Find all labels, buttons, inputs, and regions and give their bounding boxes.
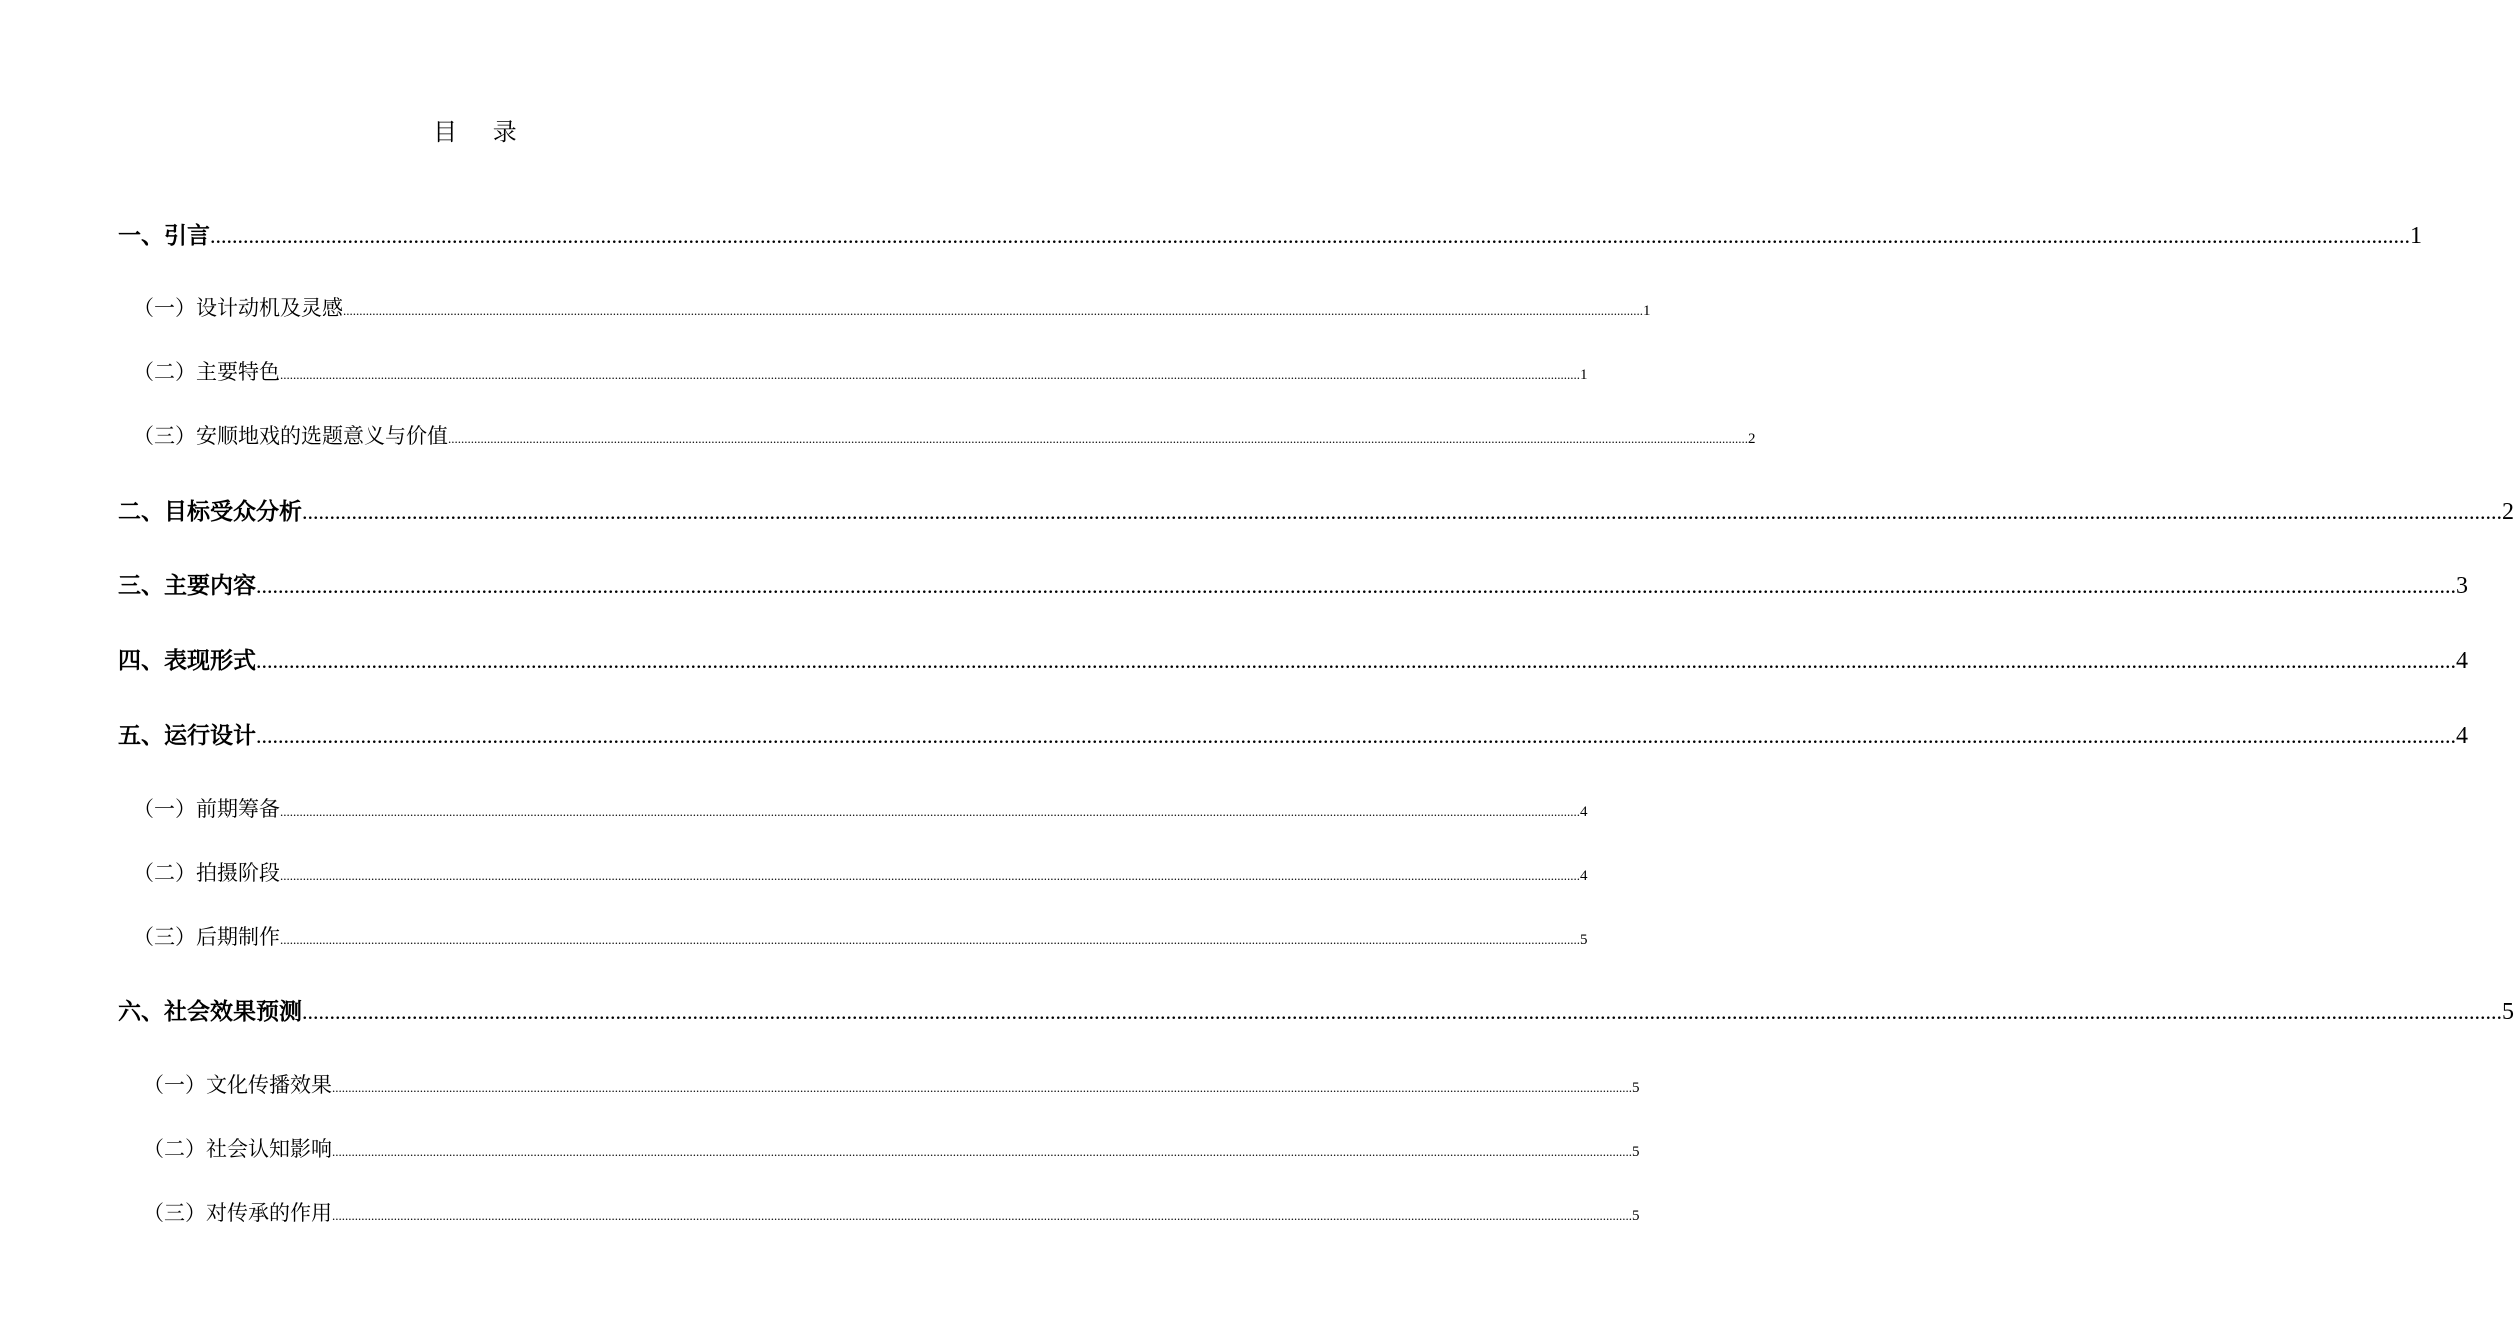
toc-leader-dots: ................................................................................................................................................................................................................................................................................................................................................................................................................ [332,1144,1632,1159]
toc-page-number: 4 [2456,723,2468,749]
toc-entry-section-6[interactable] [118,993,2514,1027]
toc-page-number: 2 [2502,499,2514,525]
toc-entry-label: （二）拍摄阶段 [133,861,280,885]
toc-entry-label: 六、社会效果预测 [118,999,302,1025]
toc-leader-dots: ................................................................................................................................................................................................................................................................................................................................................................................................................ [256,723,2456,748]
toc-entry-label: （一）前期筹备 [133,797,280,821]
toc-entry-label: 四、表现形式 [118,648,256,674]
toc-page-number: 5 [1632,1144,1640,1160]
toc-entry-section-2[interactable] [118,493,2514,527]
toc-leader-dots: ................................................................................................................................................................................................................................................................................................................................................................................................................ [280,932,1580,947]
toc-leader-dots: ................................................................................................................................................................................................................................................................................................................................................................................................................ [256,573,2456,598]
toc-entry-label: 五、运行设计 [118,723,256,749]
toc-leader-dots: ................................................................................................................................................................................................................................................................................................................................................................................................................ [302,999,2502,1024]
toc-leader-dots: ................................................................................................................................................................................................................................................................................................................................................................................................................ [302,499,2502,524]
toc-entry-label: （二）社会认知影响 [143,1137,332,1161]
toc-entry-section-3[interactable] [118,567,2468,601]
toc-leader-dots: ................................................................................................................................................................................................................................................................................................................................................................................................................ [210,223,2410,248]
toc-entry-label: （一）文化传播效果 [143,1073,332,1097]
toc-entry-section-6-1[interactable] [143,1069,1640,1101]
toc-page-number: 3 [2456,573,2468,599]
toc-leader-dots: ................................................................................................................................................................................................................................................................................................................................................................................................................ [332,1080,1632,1095]
toc-leader-dots: ................................................................................................................................................................................................................................................................................................................................................................................................................ [448,431,1748,446]
toc-page-number: 5 [1632,1080,1640,1096]
toc-entry-section-5-2[interactable] [133,857,1588,889]
toc-page-number: 4 [1580,868,1588,884]
toc-entry-label: （二）主要特色 [133,360,280,384]
toc-entry-section-1-2[interactable] [133,356,1588,388]
toc-page-number: 5 [1632,1208,1640,1224]
toc-entry-label: 一、引言 [118,223,210,249]
toc-entry-label: （三）安顺地戏的选题意义与价值 [133,424,448,448]
toc-leader-dots: ................................................................................................................................................................................................................................................................................................................................................................................................................ [343,303,1643,318]
toc-entry-section-1-1[interactable] [133,292,1651,324]
toc-entry-section-5-3[interactable] [133,921,1588,953]
toc-entry-section-5[interactable] [118,717,2468,751]
toc-entry-section-4[interactable] [118,642,2468,676]
toc-leader-dots: ................................................................................................................................................................................................................................................................................................................................................................................................................ [256,648,2456,673]
toc-leader-dots: ................................................................................................................................................................................................................................................................................................................................................................................................................ [280,804,1580,819]
toc-entry-label: （一）设计动机及灵感 [133,296,343,320]
toc-page-number: 5 [1580,932,1588,948]
toc-page-number: 1 [1580,367,1588,383]
toc-entry-label: 三、主要内容 [118,573,256,599]
toc-page-number: 5 [2502,999,2514,1025]
toc-entry-section-1-3[interactable] [133,420,1756,452]
toc-page-number: 4 [2456,648,2468,674]
toc-entry-section-6-3[interactable] [143,1197,1640,1229]
toc-entry-label: （三）对传承的作用 [143,1201,332,1225]
toc-leader-dots: ................................................................................................................................................................................................................................................................................................................................................................................................................ [280,367,1580,382]
toc-page-number: 1 [2410,223,2422,249]
toc-page-number: 2 [1748,431,1756,447]
toc-entry-section-1[interactable] [118,217,2422,251]
toc-entry-section-6-2[interactable] [143,1133,1640,1165]
toc-page-number: 1 [1643,303,1651,319]
toc-leader-dots: ................................................................................................................................................................................................................................................................................................................................................................................................................ [280,868,1580,883]
toc-entry-label: （三）后期制作 [133,925,280,949]
toc-page-number: 4 [1580,804,1588,820]
toc-leader-dots: ................................................................................................................................................................................................................................................................................................................................................................................................................ [332,1208,1632,1223]
toc-entry-section-5-1[interactable] [133,793,1588,825]
toc-entry-label: 二、目标受众分析 [118,499,302,525]
page-title: 目 录 [433,118,531,146]
